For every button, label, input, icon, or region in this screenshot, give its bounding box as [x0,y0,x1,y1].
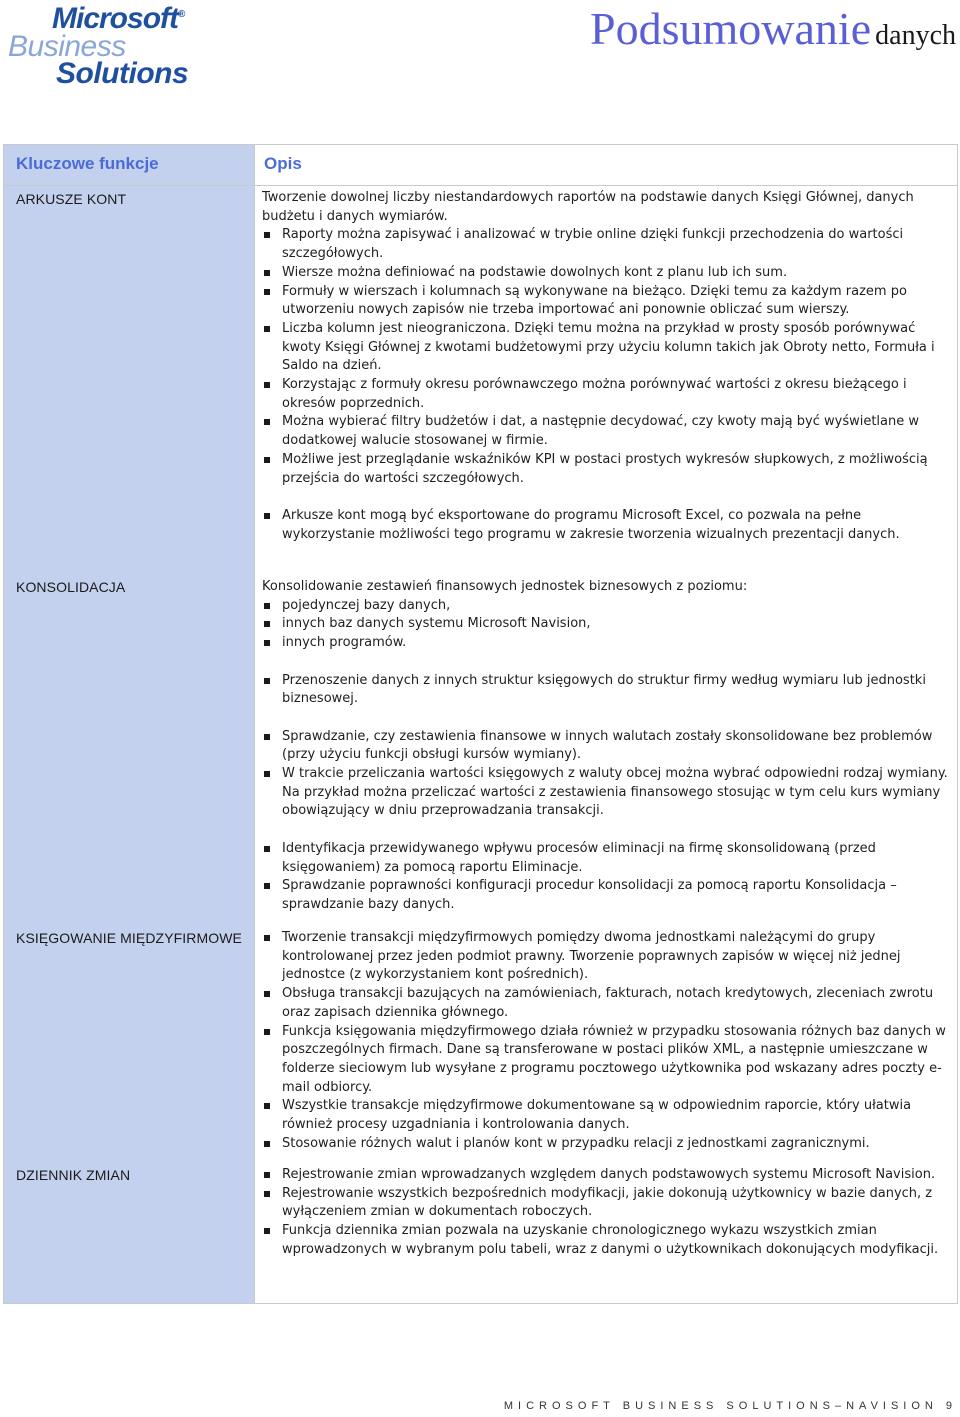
bullet-item: Rejestrowanie zmian wprowadzanych względem danych podstawowych systemu Microsoft Navision. [262,1166,952,1185]
features-column-background [4,145,254,1303]
description-arkusze-kont [262,189,952,544]
description-intro: Konsolidowanie zestawień finansowych jednostek biznesowych z poziomu: [262,579,748,594]
table-header-row [4,145,957,186]
bullet-item: Liczba kolumn jest nieograniczona. Dzięki temu można na przykład w prosty sposób porównywać kwoty Księgi Głównej z kwotami budżetowymi przy użyciu kolumn takich jak Obroty netto, Formuła i Saldo na dzień. [262,320,952,376]
bullet-item: Identyfikacja przewidywanego wpływu procesów eliminacji na firmę skonsolidowaną (przed księgowaniem) za pomocą raportu Eliminacje. [262,840,952,877]
bullet-item: Sprawdzanie poprawności konfiguracji procedur konsolidacji za pomocą raportu Konsolidacja – sprawdzanie bazy danych. [262,877,952,914]
bullet-item: innych baz danych systemu Microsoft Navision, [262,615,952,634]
bullet-item: pojedynczej bazy danych, [262,597,952,616]
column-header-key-features: Kluczowe funkcje [16,154,159,173]
page-title-secondary: danych [875,20,956,51]
page-number: 9 [945,1400,952,1412]
feature-label-konsolidacja: KONSOLIDACJA [16,579,126,595]
logo-line-2: Business [8,30,126,63]
bullet-item: Rejestrowanie wszystkich bezpośrednich modyfikacji, jakie dokonują użytkownicy w bazie danych, z wyłączeniem zmian w dokumentach roboczych. [262,1185,952,1222]
description-dziennik-zmian [262,1166,952,1260]
bullet-item: Możliwe jest przeglądanie wskaźników KPI w postaci prostych wykresów słupkowych, z możliwością przejścia do wartości szczegółowych. [262,451,952,488]
bullet-item: W trakcie przeliczania wartości księgowych z waluty obcej można wybrać odpowiedni rodzaj wymiany. Na przykład można przeliczać wartości z zestawienia finansowego stosując w tym celu kurs wymiany obowiązujący w dniu przeprowadzania transakcji. [262,765,952,821]
bullet-item: Wiersze można definiować na podstawie dowolnych kont z planu lub ich sum. [262,264,952,283]
bullet-item: Raporty można zapisywać i analizować w trybie online dzięki funkcji przechodzenia do wartości szczegółowych. [262,226,952,263]
bullet-item: Wszystkie transakcje międzyfirmowe dokumentowane są w odpowiednim raporcie, który ułatwia również procesy uzgadniania i kontrolowania danych. [262,1097,952,1134]
page-title [590,2,956,55]
column-header-description: Opis [264,154,302,173]
feature-label-arkusze-kont: ARKUSZE KONT [16,191,127,207]
bullet-item: Sprawdzanie, czy zestawienia finansowe w innych walutach zostały skonsolidowane bez problemów (przy użyciu funkcji obsługi kursów wymiany). [262,728,952,765]
bullet-item: Arkusze kont mogą być eksportowane do programu Microsoft Excel, co pozwala na pełne wykorzystanie możliwości tego programu w zakresie tworzenia wizualnych prezentacji danych. [262,507,952,544]
logo-line-3: Solutions [56,57,189,90]
feature-label-ksiegowanie-miedzyfirmowe: KSIĘGOWANIE MIĘDZYFIRMOWE [16,930,242,946]
bullet-item: Funkcja księgowania międzyfirmowego działa również w przypadku stosowania różnych baz danych w poszczególnych firmach. Dane są transferowane w postaci plików XML, a następnie umieszczane w folderze sieciowym lub wysyłane z programu pocztowego użytkownika pod wskazany adres poczty e-mail odbiorcy. [262,1023,952,1098]
bullet-item: Korzystając z formuły okresu porównawczego można porównywać wartości z okresu bieżącego i okresów poprzednich. [262,376,952,413]
page-title-main: Podsumowanie [590,3,872,54]
footer-text: MICROSOFT BUSINESS SOLUTIONS–NAVISION [503,1400,938,1412]
bullet-item: Tworzenie transakcji międzyfirmowych pomiędzy dwoma jednostkami należącymi do grupy kontrolowanej przez jeden podmiot prawny. Tworzenie poprawnych zapisów w więcej niż jednej jednostce (z wykorzystaniem kont pośrednich). [262,929,952,985]
logo-line-1: Microsoft [52,2,178,35]
description-konsolidacja [262,578,952,915]
bullet-item: Przenoszenie danych z innych struktur księgowych do struktur firmy według wymiaru lub jednostki biznesowej. [262,672,952,709]
description-intro: Tworzenie dowolnej liczby niestandardowych raportów na podstawie danych Księgi Głównej, danych budżetu i danych wymiarów. [262,190,914,224]
logo-registered-mark: ® [178,9,185,20]
bullet-item: Funkcja dziennika zmian pozwala na uzyskanie chronologicznego wykazu wszystkich zmian wprowadzonych w wybranym polu tabeli, wraz z danymi o użytkownikach dokonujących modyfikacji. [262,1222,952,1259]
description-ksiegowanie-miedzyfirmowe [262,929,952,1153]
bullet-item: innych programów. [262,634,952,653]
bullet-item: Obsługa transakcji bazujących na zamówieniach, fakturach, notach kredytowych, zleceniach zwrotu oraz zapisach dziennika głównego. [262,985,952,1022]
column-divider [254,145,255,1303]
bullet-item: Stosowanie różnych walut i planów kont w przypadku relacji z jednostkami zagranicznymi. [262,1135,952,1154]
page-footer [504,1400,952,1412]
microsoft-business-solutions-logo [6,2,221,88]
bullet-item: Można wybierać filtry budżetów i dat, a następnie decydować, czy kwoty mają być wyświetlane w dodatkowej walucie stosowanej w firmie. [262,413,952,450]
bullet-item: Formuły w wierszach i kolumnach są wykonywane na bieżąco. Dzięki temu za każdym razem po utworzeniu nowych zapisów nie trzeba importować ani ponownie obliczać sum wierszy. [262,283,952,320]
feature-label-dziennik-zmian: DZIENNIK ZMIAN [16,1167,131,1183]
